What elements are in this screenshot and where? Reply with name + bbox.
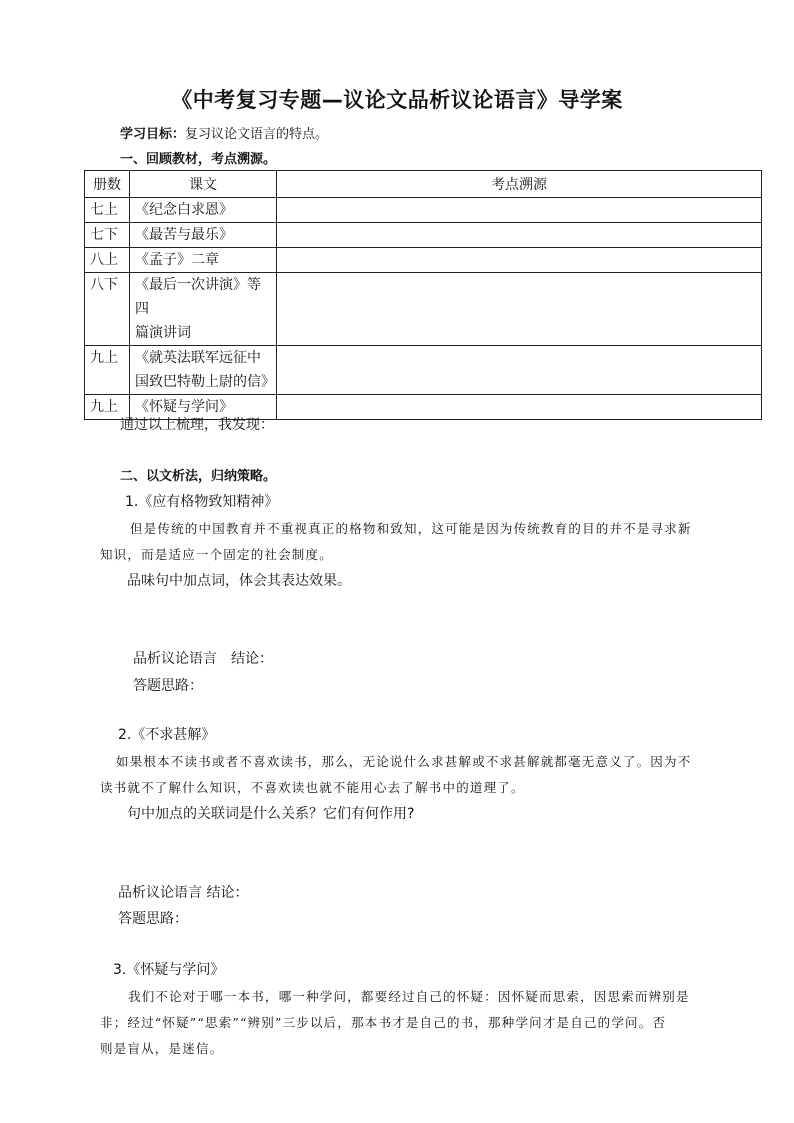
origin-cell[interactable] bbox=[277, 248, 762, 273]
study-goal-text: 复习议论文语言的特点。 bbox=[185, 127, 329, 142]
item1-approach: 答题思路： bbox=[133, 678, 203, 694]
lesson-line: 《最苦与最乐》 bbox=[135, 227, 233, 243]
table-header-row bbox=[85, 171, 762, 198]
origin-cell[interactable] bbox=[277, 198, 762, 223]
lesson-line: 《最后一次讲演》等四 bbox=[135, 277, 261, 317]
grade-cell: 九上 bbox=[85, 346, 130, 395]
item2-task: 句中加点的关联词是什么关系？它们有何作用? bbox=[127, 806, 415, 822]
lesson-line: 篇演讲词 bbox=[135, 325, 191, 341]
table-row bbox=[85, 198, 762, 223]
grade-cell: 九上 bbox=[85, 395, 130, 420]
table-row bbox=[85, 346, 762, 395]
section2-heading: 二、以文析法，归纳策略。 bbox=[120, 469, 277, 484]
lesson-line: 《孟子》二章 bbox=[135, 252, 219, 268]
grade-cell: 七上 bbox=[85, 198, 130, 223]
lesson-line: 《纪念白求恩》 bbox=[135, 202, 233, 218]
table-row bbox=[85, 248, 762, 273]
lesson-cell bbox=[130, 198, 277, 223]
item1-quote-line: 但是传统的中国教育并不重视真正的格物和致知，这可能是因为传统教育的目的并不是寻求新 bbox=[130, 521, 692, 536]
lesson-cell bbox=[130, 248, 277, 273]
header-origin: 考点溯源 bbox=[277, 171, 762, 198]
lesson-cell bbox=[130, 346, 277, 395]
origin-cell[interactable] bbox=[277, 346, 762, 395]
item1-title: 1.《应有格物致知精神》 bbox=[125, 494, 279, 510]
item2-quote-line: 如果根本不读书或者不喜欢读书，那么，无论说什么求甚解或不求甚解就都毫无意义了。因为不 bbox=[116, 754, 692, 769]
grade-cell: 八下 bbox=[85, 273, 130, 346]
origin-cell[interactable] bbox=[277, 395, 762, 420]
origin-cell[interactable] bbox=[277, 273, 762, 346]
item1-conclusion: 品析议论语言 结论： bbox=[133, 651, 273, 667]
table-row bbox=[85, 223, 762, 248]
item2-approach: 答题思路： bbox=[118, 911, 188, 927]
source-table bbox=[84, 170, 762, 420]
finding-prompt: 通过以上梳理，我发现： bbox=[120, 417, 274, 433]
item1-task: 品味句中加点词，体会其表达效果。 bbox=[127, 573, 351, 589]
header-grade: 册数 bbox=[85, 171, 130, 198]
page-title: 《中考复习专题—议论文品析议论语言》导学案 bbox=[171, 88, 623, 112]
study-goal bbox=[120, 123, 328, 142]
lesson-line: 《怀疑与学问》 bbox=[135, 399, 233, 415]
item2-quote-line: 读书就不了解什么知识，不喜欢读也就不能用心去了解书中的道理了。 bbox=[100, 780, 525, 795]
item1-quote-line: 知识，而是适应一个固定的社会制度。 bbox=[100, 547, 333, 562]
table-row bbox=[85, 273, 762, 346]
lesson-cell bbox=[130, 223, 277, 248]
grade-cell: 八上 bbox=[85, 248, 130, 273]
section1-heading: 一、回顾教材，考点溯源。 bbox=[120, 152, 277, 167]
item2-conclusion: 品析议论语言 结论： bbox=[118, 885, 249, 901]
lesson-line: 《就英法联军远征中 bbox=[135, 350, 261, 366]
study-goal-label: 学习目标： bbox=[120, 127, 186, 142]
item3-quote-line: 非；经过“怀疑”“思索”“辨别”三步以后，那本书才是自己的书，那种学问才是自己的学问。否 bbox=[100, 1015, 667, 1030]
lesson-cell bbox=[130, 273, 277, 346]
header-lesson: 课文 bbox=[130, 171, 277, 198]
item3-quote-line: 则是盲从，是迷信。 bbox=[100, 1041, 224, 1056]
item3-quote-line: 我们不论对于哪一本书，哪一种学问，都要经过自己的怀疑：因怀疑而思索，因思索而辨别是 bbox=[128, 989, 690, 1004]
item2-title: 2.《不求甚解》 bbox=[118, 727, 216, 743]
item3-title: 3.《怀疑与学问》 bbox=[113, 962, 225, 978]
grade-cell: 七下 bbox=[85, 223, 130, 248]
origin-cell[interactable] bbox=[277, 223, 762, 248]
lesson-line: 国致巴特勒上尉的信》 bbox=[135, 374, 275, 390]
